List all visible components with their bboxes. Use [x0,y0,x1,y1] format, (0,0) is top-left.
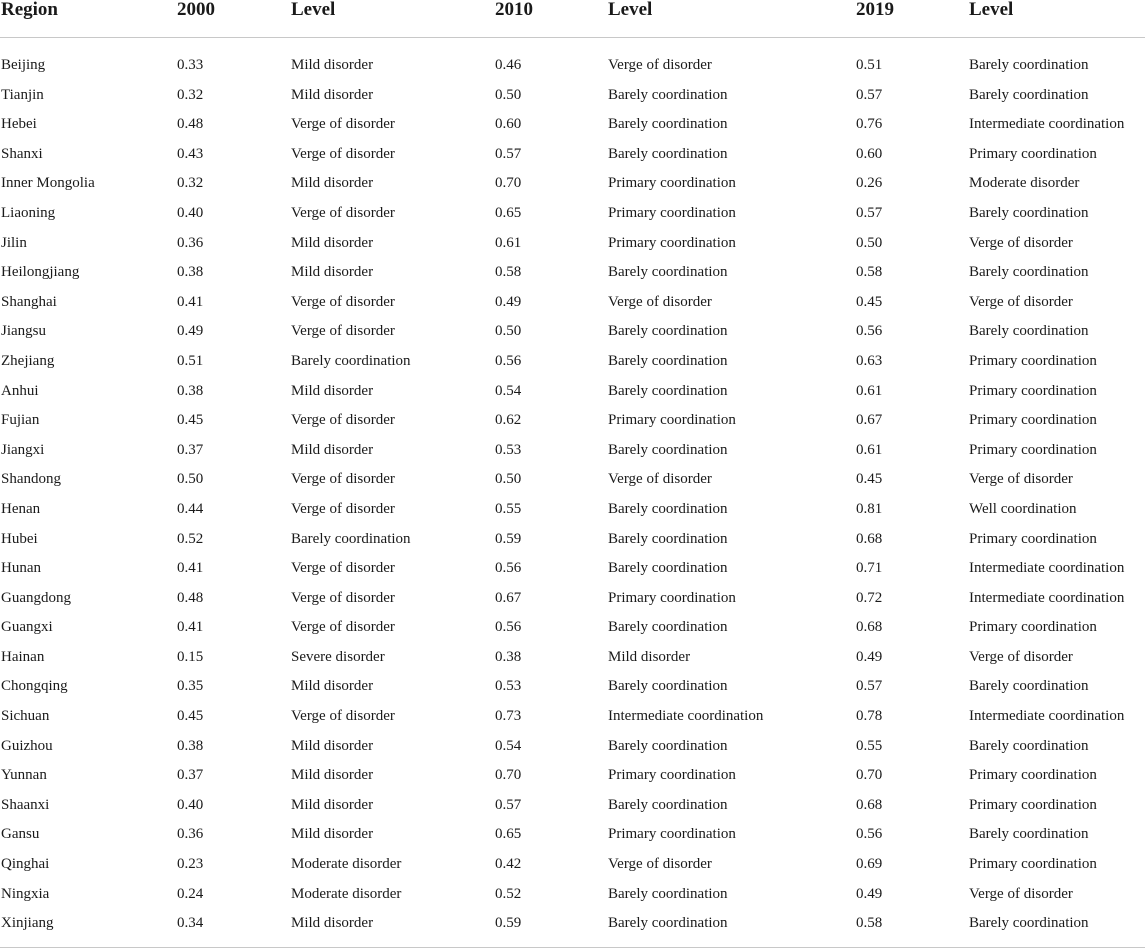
level-2000-cell: Verge of disorder [291,323,395,340]
index-2000-cell: 0.45 [177,412,204,429]
table-row [0,205,1145,235]
index-2019-cell: 0.45 [856,293,883,310]
region-cell: Inner Mongolia [1,175,95,192]
level-2010-cell: Primary coordination [608,589,736,606]
table-row [0,57,1145,87]
index-2010-cell: 0.70 [495,175,522,192]
level-2000-cell: Mild disorder [291,382,374,399]
table-row [0,826,1145,856]
index-2000-cell: 0.37 [177,767,204,784]
index-2019-cell: 0.67 [856,412,883,429]
level-2019-cell: Barely coordination [969,737,1089,754]
level-2000-cell: Barely coordination [291,352,411,369]
region-cell: Shandong [1,471,61,488]
level-2010-cell: Verge of disorder [608,293,712,310]
index-2010-cell: 0.59 [495,915,522,932]
level-2019-cell: Intermediate coordination [969,589,1125,606]
table-row [0,235,1145,265]
level-2019-cell: Verge of disorder [969,293,1073,310]
level-2019-cell: Intermediate coordination [969,708,1125,725]
region-cell: Guizhou [1,737,53,754]
index-2000-cell: 0.51 [177,352,204,369]
level-2010-cell: Intermediate coordination [608,708,764,725]
level-2000-cell: Mild disorder [291,826,374,843]
level-2019-cell: Primary coordination [969,796,1097,813]
level-2019-cell: Primary coordination [969,619,1097,636]
region-cell: Ningxia [1,885,50,902]
region-cell: Tianjin [1,86,44,103]
header-2000: 2000 [177,0,215,20]
level-2000-cell: Mild disorder [291,175,374,192]
level-2000-cell: Mild disorder [291,264,374,281]
region-cell: Xinjiang [1,915,54,932]
index-2019-cell: 0.56 [856,826,883,843]
region-cell: Hainan [1,648,45,665]
index-2019-cell: 0.68 [856,796,883,813]
level-2000-cell: Moderate disorder [291,856,402,873]
level-2000-cell: Barely coordination [291,530,411,547]
index-2010-cell: 0.53 [495,441,522,458]
region-cell: Beijing [1,57,46,73]
index-2010-cell: 0.55 [495,500,522,517]
index-2010-cell: 0.52 [495,885,522,902]
region-cell: Anhui [1,382,39,399]
level-2010-cell: Barely coordination [608,323,728,340]
index-2000-cell: 0.33 [177,57,204,73]
index-2019-cell: 0.68 [856,619,883,636]
index-2019-cell: 0.61 [856,382,883,399]
index-2000-cell: 0.37 [177,441,204,458]
index-2010-cell: 0.49 [495,293,522,310]
index-2010-cell: 0.50 [495,86,522,103]
header-level-2019: Level [969,0,1014,20]
index-2010-cell: 0.54 [495,382,522,399]
level-2019-cell: Primary coordination [969,412,1097,429]
index-2010-cell: 0.70 [495,767,522,784]
region-cell: Liaoning [1,204,56,221]
level-2019-cell: Barely coordination [969,204,1089,221]
level-2019-cell: Primary coordination [969,382,1097,399]
region-cell: Hubei [1,530,38,547]
table-row [0,678,1145,708]
table-row [0,442,1145,472]
table-row [0,353,1145,383]
level-2000-cell: Mild disorder [291,86,374,103]
level-2000-cell: Verge of disorder [291,204,395,221]
index-2010-cell: 0.56 [495,619,522,636]
table-row [0,146,1145,176]
level-2019-cell: Primary coordination [969,767,1097,784]
level-2010-cell: Primary coordination [608,767,736,784]
index-2000-cell: 0.35 [177,678,204,695]
table-row [0,886,1145,916]
level-2000-cell: Mild disorder [291,678,374,695]
level-2010-cell: Primary coordination [608,234,736,251]
table-row [0,708,1145,738]
level-2010-cell: Mild disorder [608,648,691,665]
level-2000-cell: Moderate disorder [291,885,402,902]
index-2019-cell: 0.57 [856,204,883,221]
index-2000-cell: 0.34 [177,915,204,932]
level-2000-cell: Severe disorder [291,648,385,665]
index-2019-cell: 0.70 [856,767,883,784]
table-row [0,471,1145,501]
index-2019-cell: 0.69 [856,856,883,873]
index-2000-cell: 0.49 [177,323,204,340]
index-2019-cell: 0.57 [856,86,883,103]
table-row [0,619,1145,649]
index-2010-cell: 0.57 [495,145,522,162]
index-2019-cell: 0.78 [856,708,883,725]
level-2010-cell: Primary coordination [608,204,736,221]
index-2010-cell: 0.62 [495,412,522,429]
index-2010-cell: 0.58 [495,264,522,281]
table-row [0,175,1145,205]
index-2019-cell: 0.51 [856,57,883,73]
region-cell: Gansu [1,826,40,843]
table-row [0,294,1145,324]
index-2010-cell: 0.50 [495,323,522,340]
index-2019-cell: 0.45 [856,471,883,488]
table-header-row [0,0,1145,38]
table-row [0,116,1145,146]
table-row [0,767,1145,797]
index-2010-cell: 0.53 [495,678,522,695]
index-2000-cell: 0.44 [177,500,204,517]
index-2019-cell: 0.81 [856,500,883,517]
region-cell: Jiangxi [1,441,45,458]
level-2019-cell: Barely coordination [969,57,1089,73]
index-2019-cell: 0.76 [856,116,883,133]
level-2019-cell: Verge of disorder [969,234,1073,251]
level-2010-cell: Barely coordination [608,678,728,695]
region-cell: Jiangsu [1,323,46,340]
index-2000-cell: 0.48 [177,589,204,606]
level-2000-cell: Verge of disorder [291,560,395,577]
index-2000-cell: 0.23 [177,856,204,873]
level-2019-cell: Verge of disorder [969,648,1073,665]
index-2000-cell: 0.41 [177,619,204,636]
table-row [0,797,1145,827]
index-2010-cell: 0.42 [495,856,522,873]
region-cell: Shanghai [1,293,57,310]
table-row [0,649,1145,679]
table-body [0,38,1145,945]
region-cell: Heilongjiang [1,264,80,281]
region-cell: Henan [1,500,41,517]
level-2019-cell: Barely coordination [969,826,1089,843]
index-2010-cell: 0.65 [495,204,522,221]
index-2019-cell: 0.60 [856,145,883,162]
index-2010-cell: 0.54 [495,737,522,754]
level-2000-cell: Mild disorder [291,767,374,784]
index-2000-cell: 0.50 [177,471,204,488]
level-2019-cell: Barely coordination [969,86,1089,103]
level-2019-cell: Moderate disorder [969,175,1080,192]
index-2010-cell: 0.65 [495,826,522,843]
level-2019-cell: Barely coordination [969,915,1089,932]
region-cell: Shaanxi [1,796,50,813]
table-row [0,738,1145,768]
level-2010-cell: Barely coordination [608,441,728,458]
level-2010-cell: Barely coordination [608,915,728,932]
level-2010-cell: Barely coordination [608,116,728,133]
level-2010-cell: Barely coordination [608,352,728,369]
header-2019: 2019 [856,0,894,20]
level-2010-cell: Verge of disorder [608,57,712,73]
table-row [0,87,1145,117]
region-cell: Guangxi [1,619,53,636]
level-2019-cell: Verge of disorder [969,885,1073,902]
level-2000-cell: Verge of disorder [291,708,395,725]
table-row [0,590,1145,620]
level-2010-cell: Verge of disorder [608,856,712,873]
level-2010-cell: Barely coordination [608,500,728,517]
region-cell: Jilin [1,234,27,251]
level-2010-cell: Barely coordination [608,737,728,754]
table-row [0,560,1145,590]
index-2010-cell: 0.46 [495,57,522,73]
level-2019-cell: Barely coordination [969,678,1089,695]
header-2010: 2010 [495,0,533,20]
region-cell: Fujian [1,412,40,429]
level-2019-cell: Barely coordination [969,323,1089,340]
region-cell: Hebei [1,116,37,133]
index-2019-cell: 0.72 [856,589,883,606]
table-row [0,383,1145,413]
index-2019-cell: 0.61 [856,441,883,458]
level-2010-cell: Barely coordination [608,619,728,636]
level-2000-cell: Verge of disorder [291,412,395,429]
level-2010-cell: Barely coordination [608,264,728,281]
region-cell: Chongqing [1,678,68,695]
level-2000-cell: Mild disorder [291,57,374,73]
region-cell: Guangdong [1,589,71,606]
index-2019-cell: 0.50 [856,234,883,251]
level-2010-cell: Verge of disorder [608,471,712,488]
level-2019-cell: Primary coordination [969,856,1097,873]
level-2000-cell: Verge of disorder [291,145,395,162]
table-bottom-rule [0,947,1145,948]
level-2000-cell: Verge of disorder [291,293,395,310]
level-2019-cell: Barely coordination [969,264,1089,281]
index-2000-cell: 0.41 [177,293,204,310]
table-row [0,915,1145,945]
level-2010-cell: Barely coordination [608,885,728,902]
index-2000-cell: 0.48 [177,116,204,133]
index-2000-cell: 0.32 [177,86,204,103]
index-2000-cell: 0.38 [177,264,204,281]
table-row [0,501,1145,531]
index-2010-cell: 0.50 [495,471,522,488]
table-row [0,323,1145,353]
index-2000-cell: 0.36 [177,234,204,251]
index-2000-cell: 0.40 [177,796,204,813]
level-2010-cell: Barely coordination [608,86,728,103]
region-cell: Hunan [1,560,41,577]
level-2019-cell: Intermediate coordination [969,560,1125,577]
header-level-2000: Level [291,0,336,20]
table-row [0,264,1145,294]
level-2019-cell: Verge of disorder [969,471,1073,488]
index-2019-cell: 0.58 [856,264,883,281]
index-2010-cell: 0.56 [495,352,522,369]
header-level-2010: Level [608,0,653,20]
index-2010-cell: 0.60 [495,116,522,133]
index-2019-cell: 0.56 [856,323,883,340]
table-row [0,531,1145,561]
index-2000-cell: 0.41 [177,560,204,577]
level-2000-cell: Mild disorder [291,441,374,458]
level-2000-cell: Mild disorder [291,796,374,813]
level-2019-cell: Intermediate coordination [969,116,1125,133]
index-2010-cell: 0.56 [495,560,522,577]
index-2000-cell: 0.43 [177,145,204,162]
region-cell: Sichuan [1,708,50,725]
level-2019-cell: Well coordination [969,500,1077,517]
index-2010-cell: 0.57 [495,796,522,813]
index-2000-cell: 0.45 [177,708,204,725]
level-2000-cell: Verge of disorder [291,619,395,636]
table-row [0,856,1145,886]
level-2000-cell: Verge of disorder [291,116,395,133]
level-2000-cell: Verge of disorder [291,500,395,517]
index-2019-cell: 0.58 [856,915,883,932]
level-2019-cell: Primary coordination [969,352,1097,369]
index-2019-cell: 0.63 [856,352,883,369]
level-2010-cell: Primary coordination [608,826,736,843]
region-cell: Shanxi [1,145,43,162]
level-2010-cell: Barely coordination [608,145,728,162]
level-2010-cell: Barely coordination [608,560,728,577]
level-2010-cell: Primary coordination [608,175,736,192]
index-2000-cell: 0.52 [177,530,204,547]
index-2019-cell: 0.57 [856,678,883,695]
index-2019-cell: 0.49 [856,885,883,902]
index-2019-cell: 0.26 [856,175,883,192]
index-2010-cell: 0.59 [495,530,522,547]
index-2000-cell: 0.32 [177,175,204,192]
index-2000-cell: 0.38 [177,737,204,754]
level-2019-cell: Primary coordination [969,530,1097,547]
index-2010-cell: 0.61 [495,234,522,251]
index-2010-cell: 0.38 [495,648,522,665]
level-2010-cell: Barely coordination [608,382,728,399]
region-cell: Qinghai [1,856,50,873]
index-2000-cell: 0.24 [177,885,204,902]
index-2010-cell: 0.73 [495,708,522,725]
level-2010-cell: Primary coordination [608,412,736,429]
index-2019-cell: 0.68 [856,530,883,547]
level-2000-cell: Mild disorder [291,915,374,932]
index-2000-cell: 0.40 [177,204,204,221]
level-2000-cell: Verge of disorder [291,471,395,488]
level-2000-cell: Verge of disorder [291,589,395,606]
level-2010-cell: Barely coordination [608,530,728,547]
level-2000-cell: Mild disorder [291,737,374,754]
level-2019-cell: Primary coordination [969,441,1097,458]
index-2019-cell: 0.49 [856,648,883,665]
level-2010-cell: Barely coordination [608,796,728,813]
region-cell: Yunnan [1,767,47,784]
header-region: Region [1,0,58,20]
table-row [0,412,1145,442]
level-2019-cell: Primary coordination [969,145,1097,162]
index-2019-cell: 0.71 [856,560,883,577]
index-2000-cell: 0.36 [177,826,204,843]
index-2000-cell: 0.15 [177,648,204,665]
index-2019-cell: 0.55 [856,737,883,754]
level-2000-cell: Mild disorder [291,234,374,251]
region-cell: Zhejiang [1,352,55,369]
index-2000-cell: 0.38 [177,382,204,399]
index-2010-cell: 0.67 [495,589,522,606]
